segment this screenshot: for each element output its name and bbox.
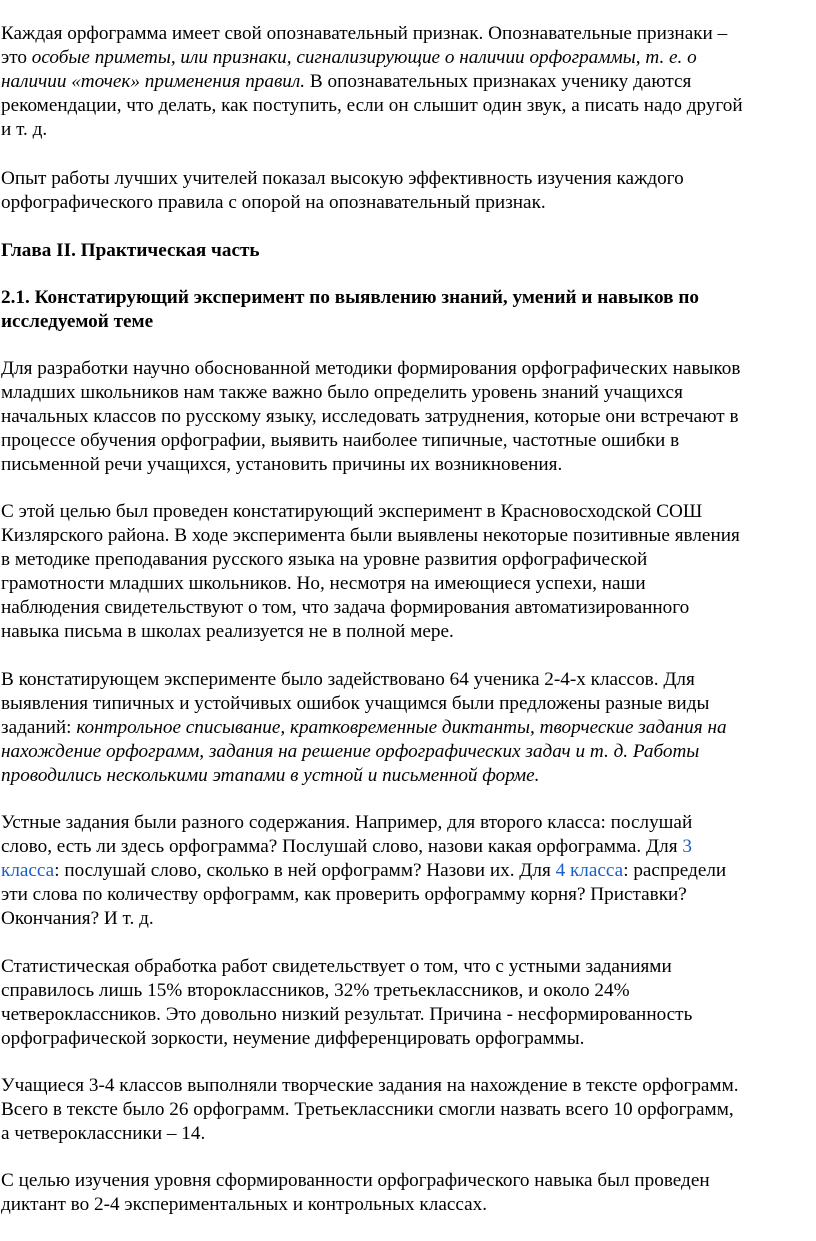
text-line: С целью изучения уровня сформированности орфографического навыка был проведен bbox=[1, 1170, 710, 1191]
text-line: наблюдения свидетельствуют о том, что задача формирования автоматизированного bbox=[1, 597, 690, 618]
text-line: и т. д. bbox=[1, 119, 48, 140]
text-line: слово, есть ли здесь орфограмма? Послушай слово, назови какая орфограмма. Для 3 bbox=[1, 836, 692, 857]
text-line: орфографического правила с опорой на опознавательный признак. bbox=[1, 192, 546, 213]
paragraph-oral-tasks bbox=[1, 811, 816, 931]
text-line: начальных классов по русскому языку, исследовать затруднения, которые они встречают в bbox=[1, 406, 739, 427]
grade-3-link[interactable]: 3 bbox=[682, 836, 692, 857]
text-line: диктант во 2-4 экспериментальных и контрольных классах. bbox=[1, 1194, 488, 1215]
text-line: в методике преподавания русского языка на уровне развития орфографической bbox=[1, 549, 648, 570]
text-line: Статистическая обработка работ свидетельствует о том, что с устными заданиями bbox=[1, 956, 672, 977]
text-line: четвероклассников. Это довольно низкий результат. Причина - несформированность bbox=[1, 1004, 693, 1025]
italic-text: особые приметы, или признаки, сигнализирующие о наличии орфограммы, т. е. о bbox=[31, 47, 697, 68]
grade-4-link[interactable]: 4 класса bbox=[555, 860, 624, 881]
text-line: Устные задания были разного содержания. Например, для второго класса: послушай bbox=[1, 812, 693, 833]
text-line: Опыт работы лучших учителей показал высокую эффективность изучения каждого bbox=[1, 168, 684, 189]
text-line: В констатирующем эксперименте было задействовано 64 ученика 2-4-х классов. Для bbox=[1, 669, 695, 690]
heading-line: исследуемой теме bbox=[1, 311, 154, 332]
paragraph-participants bbox=[1, 668, 816, 788]
paragraph-teachers-experience bbox=[1, 167, 816, 215]
text-line: письменной речи учащихся, установить причины их возникновения. bbox=[1, 454, 563, 475]
italic-text: контрольное списывание, кратковременные диктанты, творческие задания на bbox=[76, 717, 727, 738]
paragraph-methodology bbox=[1, 357, 816, 477]
text-line: С этой целью был проведен констатирующий эксперимент в Красновосходской СОШ bbox=[1, 501, 703, 522]
text-line: рекомендации, что делать, как поступить, если он слышит один звук, а писать надо другой bbox=[1, 95, 743, 116]
text-line: Кизлярского района. В ходе эксперимента были выявлены некоторые позитивные явления bbox=[1, 525, 740, 546]
text-line: проводились несколькими этапами в устной и письменной форме. bbox=[1, 765, 540, 786]
text-line: грамотности младших школьников. Но, несмотря на имеющиеся успехи, наши bbox=[1, 573, 646, 594]
text-line: это особые приметы, или признаки, сигнализирующие о наличии орфограммы, т. е. о bbox=[1, 47, 697, 68]
text-line: Каждая орфограмма имеет свой опознавательный признак. Опознавательные признаки – bbox=[1, 23, 728, 44]
paragraph-statistics bbox=[1, 955, 816, 1051]
text-line: выявления типичных и устойчивых ошибок учащимся были предложены разные виды bbox=[1, 693, 710, 714]
section-heading bbox=[1, 286, 816, 334]
text-line: Для разработки научно обоснованной методики формирования орфографических навыков bbox=[1, 358, 741, 379]
italic-text: наличии «точек» применения правил. bbox=[1, 71, 306, 92]
text-line: наличии «точек» применения правил. В опознавательных признаках ученику даются bbox=[1, 71, 692, 92]
text-line: Всего в тексте было 26 орфограмм. Третьеклассники смогли назвать всего 10 орфограмм, bbox=[1, 1099, 734, 1120]
text-line: нахождение орфограмм, задания на решение орфографических задач и т. д. Работы bbox=[1, 741, 700, 762]
grade-3-link[interactable]: класса bbox=[1, 860, 55, 881]
text-line: навыка письма в школах реализуется не в полной мере. bbox=[1, 621, 454, 642]
text-line: Окончания? И т. д. bbox=[1, 908, 154, 929]
text-line: младших школьников нам также важно было определить уровень знаний учащихся bbox=[1, 382, 683, 403]
text-line: класса: послушай слово, сколько в ней орфограмм? Назови их. Для 4 класса: распредели bbox=[1, 860, 727, 881]
text-line: а четвероклассники – 14. bbox=[1, 1123, 206, 1144]
paragraph-experiment bbox=[1, 500, 816, 644]
text-line: эти слова по количеству орфограмм, как проверить орфограмму корня? Приставки? bbox=[1, 884, 687, 905]
text-line: процессе обучения орфографии, выявить наиболее типичные, частотные ошибки в bbox=[1, 430, 680, 451]
heading-line: 2.1. Констатирующий эксперимент по выявлению знаний, умений и навыков по bbox=[1, 287, 699, 308]
text-line: орфографической зоркости, неумение дифференцировать орфограммы. bbox=[1, 1028, 585, 1049]
text-line: Учащиеся 3-4 классов выполняли творческие задания на нахождение в тексте орфограмм. bbox=[1, 1075, 739, 1096]
chapter-heading: Глава II. Практическая часть bbox=[1, 240, 260, 261]
paragraph-identification-signs bbox=[1, 22, 816, 142]
text-line: заданий: контрольное списывание, кратковременные диктанты, творческие задания на bbox=[1, 717, 727, 738]
text-line: справилось лишь 15% второклассников, 32% третьеклассников, и около 24% bbox=[1, 980, 630, 1001]
paragraph-dictation bbox=[1, 1169, 816, 1217]
paragraph-creative-tasks bbox=[1, 1074, 816, 1146]
